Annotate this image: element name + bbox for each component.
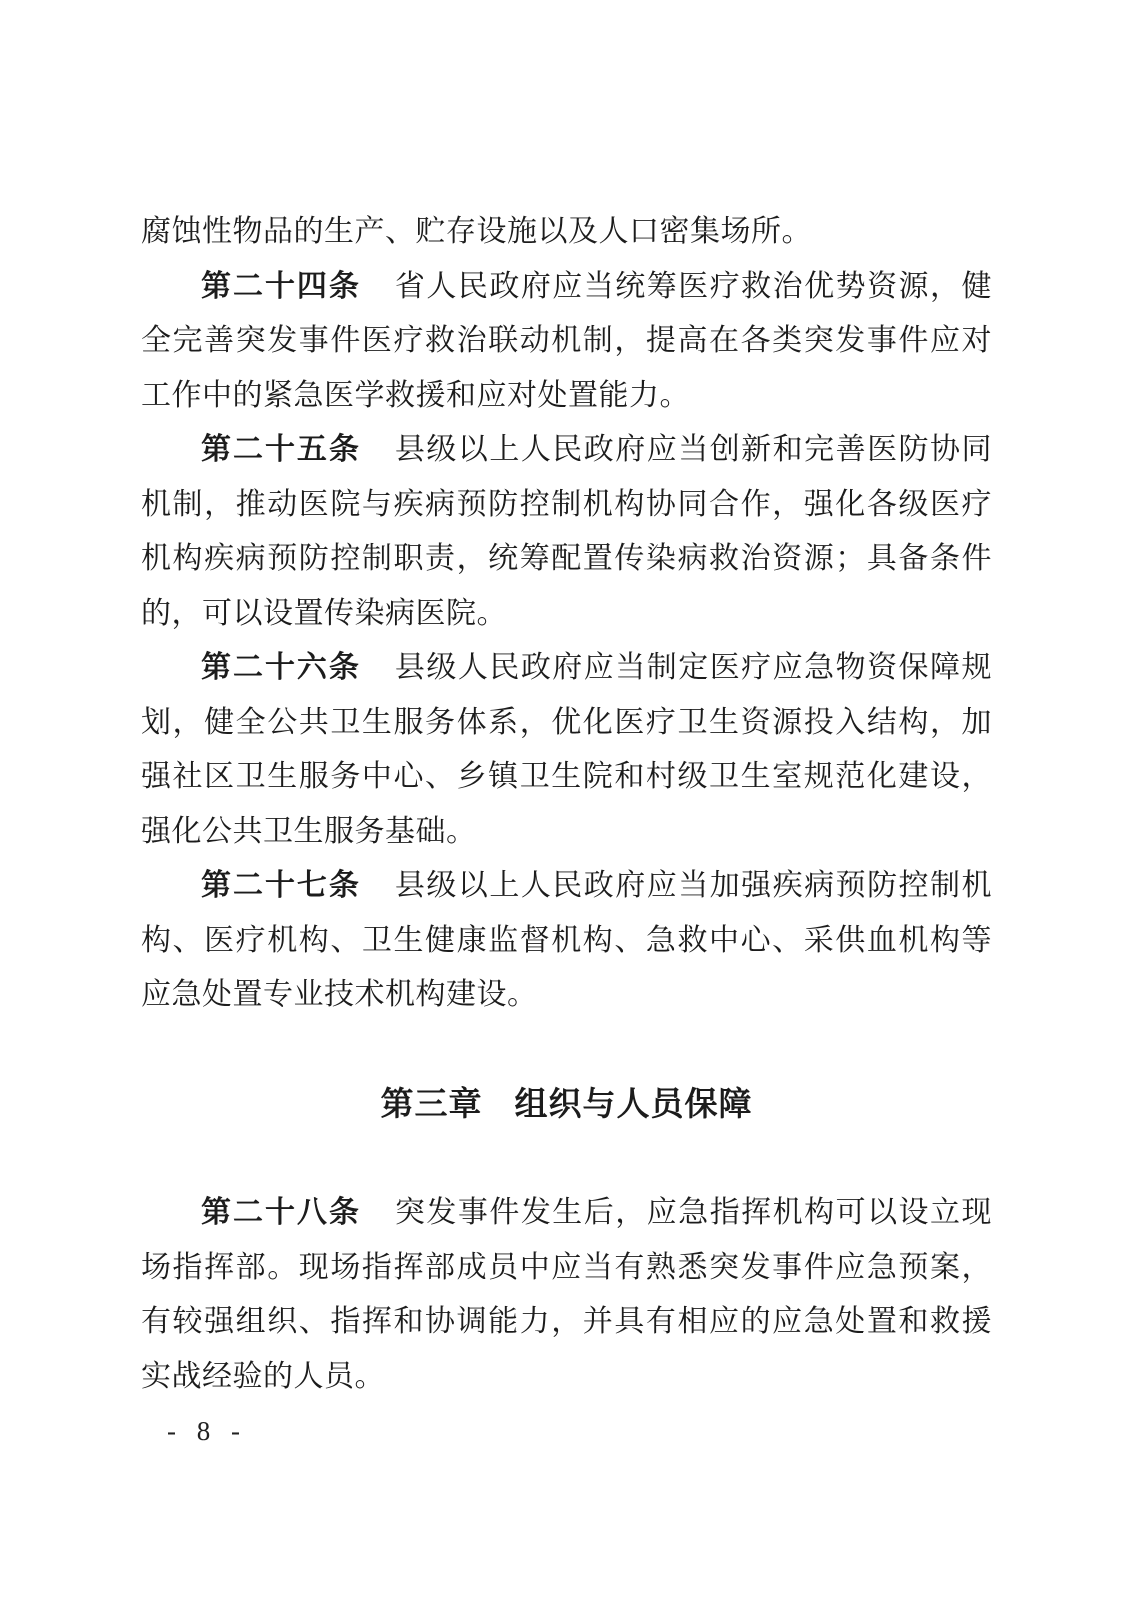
article-25-number: 第二十五条 <box>201 433 361 466</box>
article-25 <box>141 423 992 641</box>
page-number: - 8 - <box>167 1416 247 1446</box>
chapter-number: 第三章 <box>380 1085 483 1122</box>
chapter-title: 组织与人员保障 <box>514 1085 753 1122</box>
article-27-number: 第二十七条 <box>201 869 361 902</box>
article-28 <box>141 1186 992 1404</box>
article-28-number: 第二十八条 <box>201 1196 361 1229</box>
paragraph-continuation: 腐蚀性物品的生产、贮存设施以及人口密集场所。 <box>141 215 812 248</box>
article-26 <box>141 641 992 859</box>
article-25-text: 县级以上人民政府应当创新和完善医防协同机制，推动医院与疾病预防控制机构协同合作，强化各级医疗机构疾病预防控制职责，统筹配置传染病救治资源；具备条件的，可以设置传染病医院。 <box>141 433 993 630</box>
article-24-text: 省人民政府应当统筹医疗救治优势资源，健全完善突发事件医疗救治联动机制，提高在各类突发事件应对工作中的紧急医学救援和应对处置能力。 <box>141 269 993 412</box>
article-27-text: 县级以上人民政府应当加强疾病预防控制机构、医疗机构、卫生健康监督机构、急救中心、采供血机构等应急处置专业技术机构建设。 <box>141 869 993 1011</box>
article-26-text: 县级人民政府应当制定医疗应急物资保障规划，健全公共卫生服务体系，优化医疗卫生资源投入结构，加强社区卫生服务中心、乡镇卫生院和村级卫生室规范化建设，强化公共卫生服务基础。 <box>141 651 993 848</box>
article-24-number: 第二十四条 <box>201 269 361 303</box>
article-26-number: 第二十六条 <box>201 651 361 684</box>
chapter-heading <box>141 1077 992 1132</box>
document-body <box>141 205 992 1404</box>
article-27 <box>141 859 992 1023</box>
article-28-text: 突发事件发生后，应急指挥机构可以设立现场指挥部。现场指挥部成员中应当有熟悉突发事件应急预案，有较强组织、指挥和协调能力，并具有相应的应急处置和救援实战经验的人员。 <box>141 1196 993 1393</box>
article-24 <box>141 260 992 424</box>
